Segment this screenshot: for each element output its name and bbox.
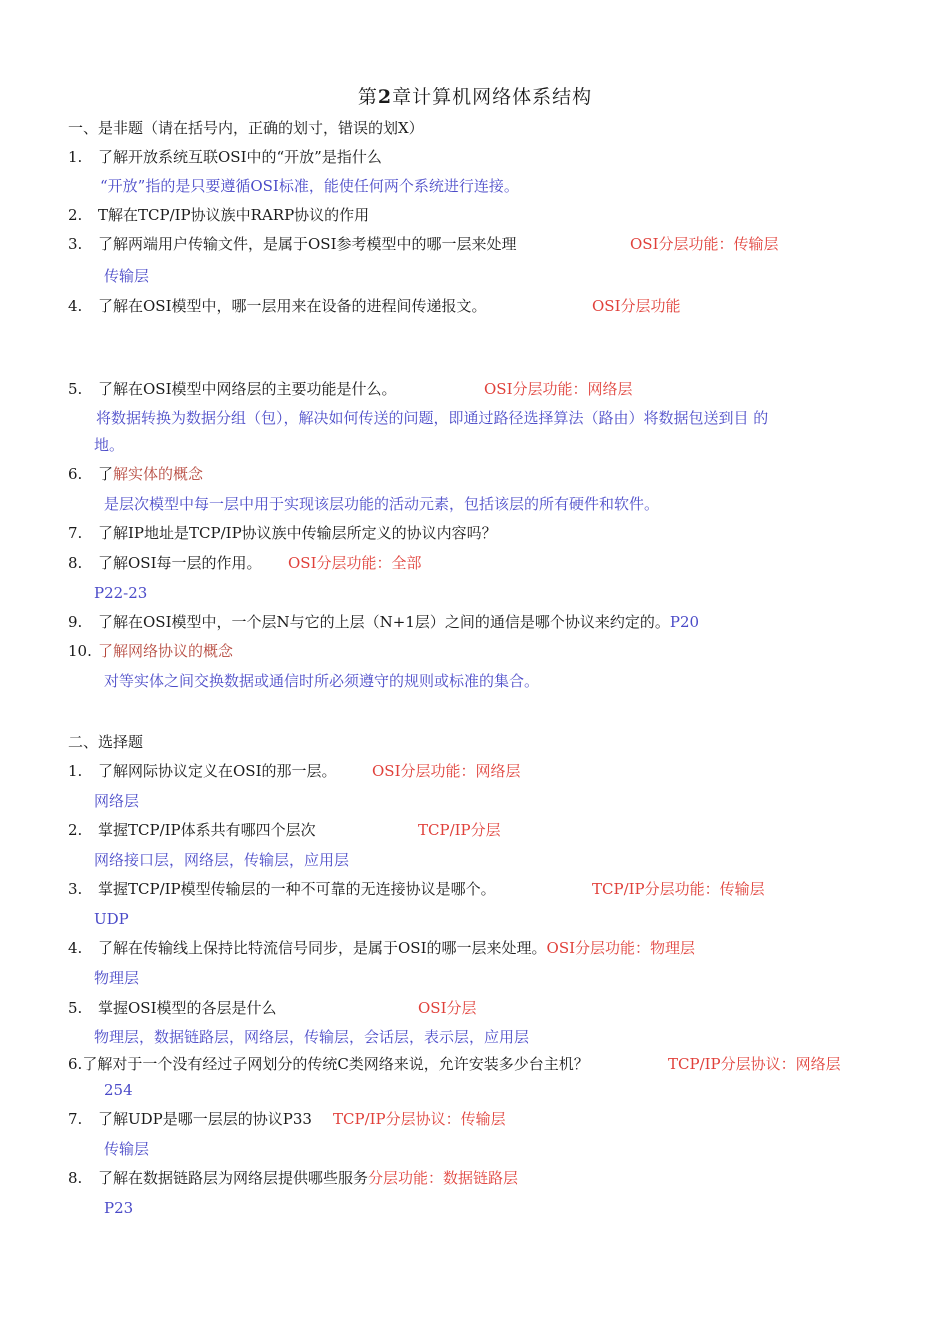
section2-heading: 二、选择题 bbox=[68, 733, 144, 751]
s1-q1-answer: “开放”指的是只要遵循OSI标准，能使任何两个系统进行连接。 bbox=[100, 177, 519, 195]
question-text: 了解在OSI模型中，一个层N与它的上层（N+1层）之间的通信是哪个协议来约定的。 bbox=[98, 613, 670, 631]
s1-q3 bbox=[68, 234, 517, 256]
s1-q3-tag: OSI分层功能：传输层 bbox=[630, 235, 779, 253]
s1-q10-answer: 对等实体之间交换数据或通信时所必须遵守的规则或标准的集合。 bbox=[104, 672, 540, 690]
question-number: 2. bbox=[68, 821, 83, 839]
s2-q6-tag: TCP/IP分层协议：网络层 bbox=[668, 1055, 841, 1073]
title-chapter-number: 2 bbox=[377, 86, 393, 108]
question-text: T解在TCP/IP协议族中RARP协议的作用 bbox=[98, 206, 370, 224]
s2-q1-tag: OSI分层功能：网络层 bbox=[372, 762, 521, 780]
page-title bbox=[0, 82, 950, 109]
s1-q4 bbox=[68, 296, 487, 318]
question-number: 10. bbox=[68, 642, 92, 660]
question-number: 5. bbox=[68, 380, 83, 398]
section1-heading: 一、是非题（请在括号内，正确的划寸，错误的划X） bbox=[68, 119, 424, 137]
question-number: 5. bbox=[68, 999, 83, 1017]
question-text: 了解在OSI模型中网络层的主要功能是什么。 bbox=[98, 380, 397, 398]
question-text: 掌握TCP/IP模型传输层的一种不可靠的无连接协议是哪个。 bbox=[98, 880, 496, 898]
question-number: 1. bbox=[68, 762, 83, 780]
question-number: 3. bbox=[68, 880, 83, 898]
question-number: 6. bbox=[68, 465, 83, 483]
s1-q10 bbox=[68, 641, 233, 663]
question-text: 了解OSI每一层的作用。 bbox=[98, 554, 262, 572]
question-text: 了解在数据链路层为网络层提供哪些服务 bbox=[98, 1169, 369, 1187]
question-number: 2. bbox=[68, 206, 83, 224]
question-text-concept: 解实体的概念 bbox=[113, 465, 204, 483]
s2-q5-answer: 物理层，数据链路层，网络层，传输层，会话层，表示层，应用层 bbox=[94, 1028, 530, 1046]
question-number: 1. bbox=[68, 148, 83, 166]
s2-q6-answer: 254 bbox=[104, 1081, 133, 1099]
question-text: 了解IP地址是TCP/IP协议族中传输层所定义的协议内容吗？ bbox=[98, 524, 497, 542]
question-number: 8. bbox=[68, 1169, 83, 1187]
s1-q4-tag: OSI分层功能 bbox=[592, 297, 681, 315]
s2-q6 bbox=[68, 1054, 589, 1076]
s1-q5-answer-line2: 地。 bbox=[94, 436, 125, 454]
title-prefix: 第 bbox=[357, 86, 378, 108]
question-number: 4. bbox=[68, 939, 83, 957]
s1-q5 bbox=[68, 379, 397, 401]
s1-q1 bbox=[68, 147, 382, 169]
s2-q1-answer: 网络层 bbox=[94, 792, 140, 810]
s1-q8-tag: OSI分层功能：全部 bbox=[288, 554, 422, 572]
title-text: 章计算机网络体系结构 bbox=[392, 86, 593, 108]
question-number: 7. bbox=[68, 524, 83, 542]
s1-q5-answer-line1: 将数据转换为数据分组（包），解决如何传送的问题，即通过路径选择算法（路由）将数据包送到目 的 bbox=[96, 409, 769, 427]
question-text: 了 bbox=[98, 465, 114, 483]
page-ref: P20 bbox=[669, 613, 700, 631]
s2-q3 bbox=[68, 879, 496, 901]
question-tag: 分层功能：数据链路层 bbox=[368, 1169, 519, 1187]
s2-q3-answer: UDP bbox=[94, 910, 129, 928]
s1-q8 bbox=[68, 553, 262, 575]
s2-q7-tag: TCP/IP分层协议：传输层 bbox=[333, 1110, 506, 1128]
question-text: 了解在OSI模型中，哪一层用来在设备的进程间传递报文。 bbox=[98, 297, 487, 315]
s1-q5-tag: OSI分层功能：网络层 bbox=[484, 380, 633, 398]
question-text: 了解两端用户传输文件，是属于OSI参考模型中的哪一层来处理 bbox=[98, 235, 517, 253]
s2-q7-answer: 传输层 bbox=[104, 1140, 150, 1158]
s2-q4 bbox=[68, 938, 695, 960]
question-text: 掌握OSI模型的各层是什么 bbox=[98, 999, 277, 1017]
s2-q2 bbox=[68, 820, 316, 842]
s2-q3-tag: TCP/IP分层功能：传输层 bbox=[592, 880, 765, 898]
s1-q8-answer: P22-23 bbox=[94, 584, 148, 602]
question-text: 掌握TCP/IP体系共有哪四个层次 bbox=[98, 821, 316, 839]
s2-q4-answer: 物理层 bbox=[94, 969, 140, 987]
question-text: 了解在传输线上保持比特流信号同步，是属于OSI的哪一层来处理。 bbox=[98, 939, 547, 957]
question-number: 7. bbox=[68, 1110, 83, 1128]
s2-q8 bbox=[68, 1168, 518, 1190]
question-text-concept: 了解网络协议的概念 bbox=[98, 642, 234, 660]
s1-q7 bbox=[68, 523, 497, 545]
s2-q5 bbox=[68, 998, 277, 1020]
s1-q3-answer: 传输层 bbox=[104, 267, 150, 285]
question-number: 3. bbox=[68, 235, 83, 253]
s2-q5-tag: OSI分层 bbox=[418, 999, 477, 1017]
question-tag: OSI分层功能：物理层 bbox=[546, 939, 696, 957]
s1-q9 bbox=[68, 612, 699, 634]
s1-q2 bbox=[68, 205, 369, 227]
question-number: 9. bbox=[68, 613, 83, 631]
s2-q2-answer: 网络接口层，网络层，传输层，应用层 bbox=[94, 851, 350, 869]
question-text: 了解网际协议定义在OSI的那一层。 bbox=[98, 762, 337, 780]
question-number: 4. bbox=[68, 297, 83, 315]
s2-q7 bbox=[68, 1109, 312, 1131]
s1-q6 bbox=[68, 464, 203, 486]
s2-q2-tag: TCP/IP分层 bbox=[418, 821, 501, 839]
question-number: 6. bbox=[68, 1055, 83, 1073]
s1-q6-answer: 是层次模型中每一层中用于实现该层功能的活动元素，包括该层的所有硬件和软件。 bbox=[104, 495, 660, 513]
s2-q1 bbox=[68, 761, 337, 783]
question-text: 了解UDP是哪一层层的协议P33 bbox=[98, 1110, 312, 1128]
question-text: 了解对于一个没有经过子网划分的传统C类网络来说，允许安装多少台主机？ bbox=[82, 1055, 589, 1073]
question-text: 了解开放系统互联OSI中的“开放”是指什么 bbox=[98, 148, 382, 166]
s2-q8-answer: P23 bbox=[104, 1199, 134, 1217]
question-number: 8. bbox=[68, 554, 83, 572]
